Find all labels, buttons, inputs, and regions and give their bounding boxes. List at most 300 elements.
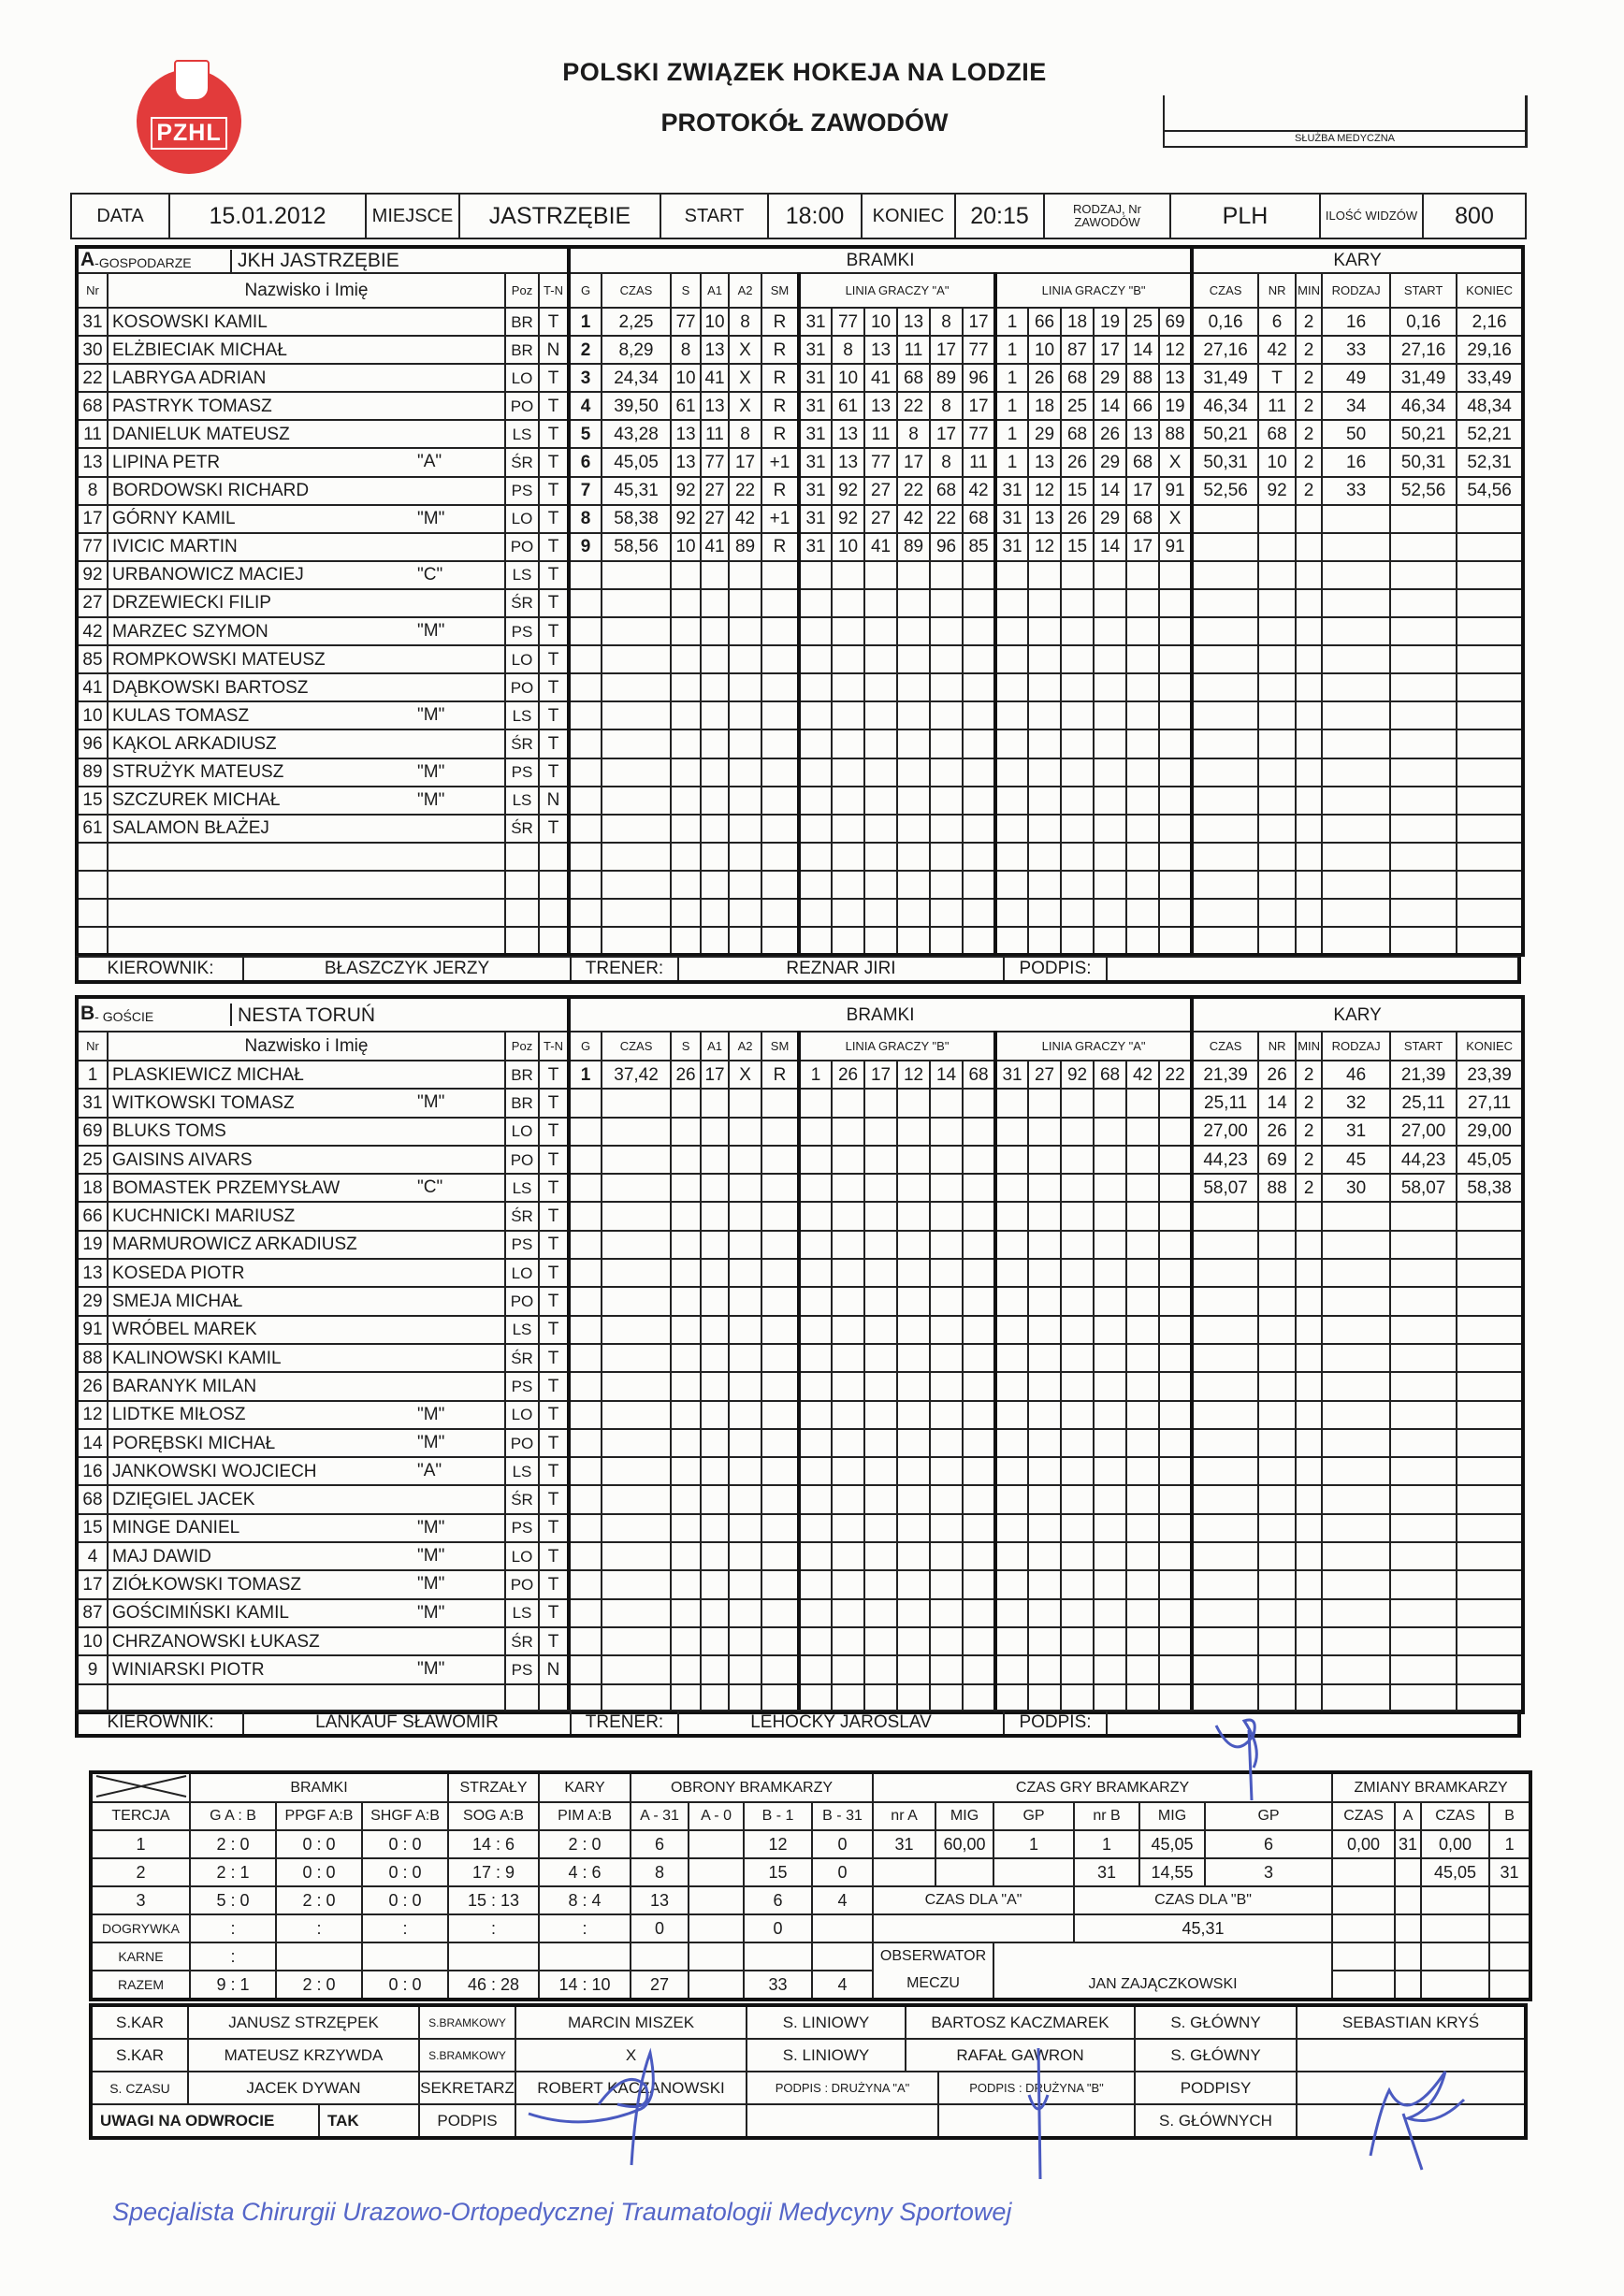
goal-g: 7 bbox=[569, 477, 602, 505]
observer-label-line2: MECZU bbox=[906, 1975, 960, 1991]
goal-line1-player bbox=[832, 1231, 864, 1259]
team-label bbox=[79, 250, 567, 272]
goal-czas bbox=[602, 617, 671, 645]
penalty-czas: 52,56 bbox=[1192, 477, 1258, 505]
col-pen-rodzaj: RODZAJ bbox=[1322, 273, 1390, 308]
goal-sm bbox=[761, 1089, 799, 1117]
goalie-change-value bbox=[1421, 1971, 1489, 2000]
goal-czas bbox=[602, 1429, 671, 1457]
goal-line1-player bbox=[799, 871, 832, 899]
goalie-change-value bbox=[1395, 1886, 1421, 1914]
penalty-koniec bbox=[1457, 1316, 1523, 1344]
start-time: 18:00 bbox=[768, 194, 862, 238]
goal-line2-player bbox=[1028, 1174, 1061, 1202]
penalty-min: 2 bbox=[1296, 477, 1322, 505]
goal-czas bbox=[602, 787, 671, 815]
goal-line2-player: 42 bbox=[1126, 1061, 1159, 1089]
goal-g: 6 bbox=[569, 448, 602, 476]
penalty-koniec bbox=[1457, 561, 1523, 589]
goal-line1-player: 26 bbox=[832, 1061, 864, 1089]
goal-line1-player bbox=[897, 1599, 930, 1627]
summary-table bbox=[89, 1770, 1532, 2001]
goal-sm bbox=[761, 758, 799, 787]
goal-line2-player bbox=[1028, 729, 1061, 758]
player-position: LS bbox=[505, 1316, 539, 1344]
goal-line1-player bbox=[930, 1259, 963, 1287]
goal-line2-player bbox=[1028, 1429, 1061, 1457]
goal-line2-player bbox=[1159, 1485, 1192, 1513]
col-name: Nazwisko i Imię bbox=[108, 1032, 505, 1061]
penalty-min bbox=[1296, 1259, 1322, 1287]
goal-sm bbox=[761, 1514, 799, 1542]
goal-a2 bbox=[729, 1599, 761, 1627]
goal-line2-player: 18 bbox=[1028, 392, 1061, 420]
goal-line2-player bbox=[1061, 1372, 1094, 1400]
team-name: NESTA TORUŃ bbox=[238, 1004, 376, 1026]
goal-sm bbox=[761, 1570, 799, 1598]
goal-line1-player bbox=[963, 1485, 995, 1513]
official-role: S.BRAMKOWY bbox=[420, 2007, 516, 2038]
penalty-koniec bbox=[1457, 729, 1523, 758]
goal-line1-player bbox=[799, 1231, 832, 1259]
goal-czas bbox=[602, 1344, 671, 1372]
summary-col: B bbox=[1489, 1802, 1530, 1830]
penalty-rodzaj bbox=[1322, 589, 1390, 617]
goal-line1-player: 11 bbox=[864, 420, 897, 448]
goal-s: 92 bbox=[671, 505, 701, 533]
goal-czas: 45,31 bbox=[602, 477, 671, 505]
penalty-nr bbox=[1258, 1542, 1296, 1570]
goal-line2-player: 12 bbox=[1028, 477, 1061, 505]
goal-line1-player bbox=[963, 1542, 995, 1570]
goal-a2: X bbox=[729, 336, 761, 364]
goal-czas: 37,42 bbox=[602, 1061, 671, 1089]
goal-g: 8 bbox=[569, 505, 602, 533]
end-label: KONIEC bbox=[862, 194, 955, 238]
goal-line2-player bbox=[1159, 673, 1192, 701]
goal-line1-player bbox=[864, 1344, 897, 1372]
player-status: T bbox=[539, 758, 569, 787]
penalty-czas bbox=[1192, 1485, 1258, 1513]
goal-g bbox=[569, 1287, 602, 1315]
player-row bbox=[77, 617, 1523, 645]
goal-a1 bbox=[701, 1627, 729, 1655]
player-name-cell bbox=[108, 1202, 505, 1230]
goal-line2-player bbox=[1061, 645, 1094, 673]
goal-line1-player bbox=[897, 1259, 930, 1287]
goal-line2-player bbox=[1094, 1627, 1126, 1655]
goal-a2 bbox=[729, 815, 761, 843]
player-position: LO bbox=[505, 1542, 539, 1570]
goal-line1-player: 77 bbox=[963, 336, 995, 364]
goal-a1 bbox=[701, 1344, 729, 1372]
goal-line1-player bbox=[963, 927, 995, 955]
goal-sm bbox=[761, 1372, 799, 1400]
goal-line2-player bbox=[1094, 1344, 1126, 1372]
goal-line2-player bbox=[1159, 1627, 1192, 1655]
goal-line1-player bbox=[897, 1542, 930, 1570]
goal-line2-player bbox=[1094, 1174, 1126, 1202]
penalty-rodzaj bbox=[1322, 505, 1390, 533]
player-name-cell bbox=[108, 1089, 505, 1117]
goal-g bbox=[569, 1174, 602, 1202]
player-role-mark: "M" bbox=[417, 705, 445, 726]
goal-line2-player bbox=[1126, 1599, 1159, 1627]
player-number: 9 bbox=[77, 1655, 108, 1683]
player-name-cell bbox=[108, 645, 505, 673]
goal-line1-player bbox=[832, 843, 864, 871]
goal-line2-player bbox=[995, 815, 1028, 843]
goal-line1-player bbox=[864, 1146, 897, 1174]
goal-line2-player bbox=[1126, 1485, 1159, 1513]
goal-line2-player bbox=[1028, 1231, 1061, 1259]
goal-line2-player bbox=[995, 1542, 1028, 1570]
goal-line2-player bbox=[1028, 589, 1061, 617]
penalty-start bbox=[1390, 899, 1457, 927]
player-number: 85 bbox=[77, 645, 108, 673]
goal-line1-player bbox=[832, 1542, 864, 1570]
goal-line2-player bbox=[1061, 617, 1094, 645]
penalty-nr bbox=[1258, 1429, 1296, 1457]
goal-line2-player: 66 bbox=[1126, 392, 1159, 420]
player-number: 96 bbox=[77, 729, 108, 758]
summary-value: 2 : 0 bbox=[276, 1971, 362, 2000]
goal-a1 bbox=[701, 673, 729, 701]
player-name: PLASKIEWICZ MICHAŁ bbox=[112, 1064, 304, 1085]
player-name: LIDTKE MIŁOSZ bbox=[112, 1405, 246, 1425]
goal-line1-player bbox=[930, 758, 963, 787]
penalty-min bbox=[1296, 589, 1322, 617]
player-status: T bbox=[539, 448, 569, 476]
goal-line2-player: 15 bbox=[1061, 533, 1094, 561]
goal-s bbox=[671, 1542, 701, 1570]
goal-line1-player bbox=[864, 1599, 897, 1627]
player-name-cell bbox=[108, 1316, 505, 1344]
goal-line1-player: 68 bbox=[963, 1061, 995, 1089]
penalty-min bbox=[1296, 1514, 1322, 1542]
player-row bbox=[77, 477, 1523, 505]
goal-line2-player bbox=[995, 1457, 1028, 1485]
penalty-nr bbox=[1258, 1231, 1296, 1259]
goal-line1-player bbox=[897, 758, 930, 787]
goal-line1-player bbox=[963, 645, 995, 673]
goal-line1-player bbox=[930, 787, 963, 815]
player-position: PS bbox=[505, 617, 539, 645]
penalty-min bbox=[1296, 1542, 1322, 1570]
summary-value: 0 bbox=[744, 1914, 812, 1942]
goal-line1-player: 10 bbox=[832, 533, 864, 561]
player-row bbox=[77, 1627, 1523, 1655]
goal-line1-player: 68 bbox=[963, 505, 995, 533]
goal-a1: 77 bbox=[701, 448, 729, 476]
goal-line1-player bbox=[799, 1570, 832, 1598]
penalty-nr bbox=[1258, 729, 1296, 758]
goal-s bbox=[671, 1457, 701, 1485]
player-position: ŚR bbox=[505, 1627, 539, 1655]
penalty-nr: 69 bbox=[1258, 1146, 1296, 1174]
summary-value bbox=[276, 1942, 362, 1971]
team-side-label: -GOSPODARZE bbox=[94, 254, 192, 270]
penalty-nr bbox=[1258, 1457, 1296, 1485]
player-role-mark: "M" bbox=[417, 761, 445, 782]
col-goal-s: S bbox=[671, 273, 701, 308]
penalty-min bbox=[1296, 758, 1322, 787]
goal-line2-player bbox=[1094, 1514, 1126, 1542]
period-label: 2 bbox=[91, 1858, 190, 1886]
goal-czas bbox=[602, 561, 671, 589]
goal-line2-player bbox=[1061, 1202, 1094, 1230]
goal-line1-player bbox=[832, 1457, 864, 1485]
goal-line1-player bbox=[963, 871, 995, 899]
player-name-cell bbox=[108, 815, 505, 843]
summary-col: B - 31 bbox=[812, 1802, 873, 1830]
team-letter: B bbox=[80, 1003, 95, 1024]
goal-line1-player bbox=[930, 1627, 963, 1655]
goal-line1-player: 85 bbox=[963, 533, 995, 561]
goal-line2-player: 17 bbox=[1126, 477, 1159, 505]
period-label: 3 bbox=[91, 1886, 190, 1914]
player-status: T bbox=[539, 1146, 569, 1174]
coach-name: LEHOCKY JAROSLAV bbox=[679, 1711, 1005, 1734]
player-number: 15 bbox=[77, 787, 108, 815]
player-role-mark: "M" bbox=[417, 1404, 445, 1424]
summary-value bbox=[448, 1942, 539, 1971]
penalty-rodzaj bbox=[1322, 1202, 1390, 1230]
goal-line1-player bbox=[799, 758, 832, 787]
goal-a1: 41 bbox=[701, 533, 729, 561]
player-name: KUCHNICKI MARIUSZ bbox=[112, 1206, 296, 1227]
goal-line1-player bbox=[897, 1287, 930, 1315]
goal-line1-player bbox=[799, 1514, 832, 1542]
player-name: DANIELUK MATEUSZ bbox=[112, 424, 290, 444]
col-pen-koniec: KONIEC bbox=[1457, 1032, 1523, 1061]
summary-value: : bbox=[190, 1914, 276, 1942]
goal-line1-player: 41 bbox=[864, 533, 897, 561]
goal-a2 bbox=[729, 1231, 761, 1259]
goal-czas bbox=[602, 899, 671, 927]
player-status: T bbox=[539, 561, 569, 589]
goal-line2-player bbox=[1028, 1146, 1061, 1174]
player-position: ŚR bbox=[505, 729, 539, 758]
goal-s bbox=[671, 843, 701, 871]
goal-line2-player: 69 bbox=[1159, 308, 1192, 336]
goal-line1-player bbox=[963, 843, 995, 871]
player-row bbox=[77, 533, 1523, 561]
penalty-koniec bbox=[1457, 843, 1523, 871]
penalty-nr bbox=[1258, 927, 1296, 955]
penalty-koniec bbox=[1457, 871, 1523, 899]
goal-line2-player: 25 bbox=[1126, 308, 1159, 336]
penalty-koniec bbox=[1457, 927, 1523, 955]
penalty-koniec bbox=[1457, 589, 1523, 617]
signature-label: PODPIS: bbox=[1005, 1711, 1108, 1734]
summary-value: 4 bbox=[812, 1971, 873, 2000]
goal-sm bbox=[761, 1118, 799, 1146]
goal-line1-player bbox=[864, 1684, 897, 1712]
goal-line2-player bbox=[1061, 1457, 1094, 1485]
goal-line1-player bbox=[799, 729, 832, 758]
player-position: BR bbox=[505, 1089, 539, 1117]
goal-line2-player bbox=[1126, 1287, 1159, 1315]
goal-line2-player bbox=[1159, 1259, 1192, 1287]
player-status bbox=[539, 927, 569, 955]
summary-value: 0 bbox=[812, 1830, 873, 1858]
col-line-2: LINIA GRACZY "A" bbox=[995, 1032, 1192, 1061]
goal-line2-player bbox=[1159, 1542, 1192, 1570]
goalie-change-value bbox=[1489, 1971, 1530, 2000]
goal-a1 bbox=[701, 1259, 729, 1287]
player-row bbox=[77, 420, 1523, 448]
penalty-start bbox=[1390, 1684, 1457, 1712]
penalty-rodzaj bbox=[1322, 1542, 1390, 1570]
summary-value: 6 bbox=[631, 1830, 689, 1858]
goal-g bbox=[569, 1118, 602, 1146]
player-name: URBANOWICZ MACIEJ bbox=[112, 565, 304, 585]
player-number: 11 bbox=[77, 420, 108, 448]
goal-line2-player bbox=[1094, 787, 1126, 815]
penalty-start: 25,11 bbox=[1390, 1089, 1457, 1117]
penalty-rodzaj bbox=[1322, 815, 1390, 843]
goal-sm: R bbox=[761, 336, 799, 364]
summary-col: MIG bbox=[1139, 1802, 1205, 1830]
goal-line1-player bbox=[799, 1146, 832, 1174]
summary-value: 12 bbox=[744, 1830, 812, 1858]
goal-line2-player bbox=[1094, 1485, 1126, 1513]
penalty-start: 50,21 bbox=[1390, 420, 1457, 448]
player-row bbox=[77, 701, 1523, 729]
match-type: PLH bbox=[1170, 194, 1320, 238]
penalty-nr: 42 bbox=[1258, 336, 1296, 364]
document-title: PROTOKÓŁ ZAWODÓW bbox=[660, 108, 949, 137]
player-status: T bbox=[539, 1061, 569, 1089]
goal-line1-player: 22 bbox=[897, 392, 930, 420]
penalty-rodzaj bbox=[1322, 729, 1390, 758]
goal-line2-player bbox=[1159, 1514, 1192, 1542]
penalty-czas: 0,16 bbox=[1192, 308, 1258, 336]
penalty-koniec bbox=[1457, 533, 1523, 561]
player-role-mark: "M" bbox=[417, 1659, 445, 1680]
penalty-min bbox=[1296, 701, 1322, 729]
goal-line1-player bbox=[799, 1344, 832, 1372]
player-name-cell bbox=[108, 589, 505, 617]
goal-line1-player: 8 bbox=[930, 392, 963, 420]
goalie-change-value: 45,05 bbox=[1421, 1858, 1489, 1886]
penalty-czas: 46,34 bbox=[1192, 392, 1258, 420]
goal-s bbox=[671, 1259, 701, 1287]
goalie-time-value: 60,00 bbox=[935, 1830, 993, 1858]
goal-s bbox=[671, 815, 701, 843]
goal-czas bbox=[602, 1570, 671, 1598]
summary-value: 0 : 0 bbox=[276, 1858, 362, 1886]
goal-line1-player: 31 bbox=[799, 336, 832, 364]
goal-line1-player bbox=[864, 1287, 897, 1315]
goal-line1-player: 77 bbox=[963, 420, 995, 448]
goalie-change-value bbox=[1395, 1858, 1421, 1886]
goal-line2-player bbox=[995, 1372, 1028, 1400]
goal-s: 61 bbox=[671, 392, 701, 420]
player-name-cell bbox=[108, 899, 505, 927]
penalty-min bbox=[1296, 673, 1322, 701]
player-name-cell bbox=[108, 1401, 505, 1429]
player-number: 89 bbox=[77, 758, 108, 787]
goal-sm: R bbox=[761, 533, 799, 561]
goal-line1-player bbox=[897, 1429, 930, 1457]
goal-s bbox=[671, 1627, 701, 1655]
summary-value: : bbox=[539, 1914, 631, 1942]
goal-line2-player bbox=[1094, 1599, 1126, 1627]
group-penalties: KARY bbox=[539, 1772, 631, 1802]
goal-line1-player bbox=[832, 1627, 864, 1655]
goal-line1-player bbox=[930, 729, 963, 758]
player-number: 14 bbox=[77, 1429, 108, 1457]
signature-field bbox=[1108, 958, 1517, 980]
penalty-min bbox=[1296, 815, 1322, 843]
player-name-cell bbox=[108, 364, 505, 392]
medical-service-box bbox=[1163, 95, 1528, 148]
penalty-rodzaj bbox=[1322, 617, 1390, 645]
penalty-start bbox=[1390, 1372, 1457, 1400]
goal-line2-player bbox=[1028, 1485, 1061, 1513]
summary-value: 8 : 4 bbox=[539, 1886, 631, 1914]
goal-a2: X bbox=[729, 364, 761, 392]
goal-line1-player bbox=[799, 1485, 832, 1513]
goal-g bbox=[569, 787, 602, 815]
player-name-cell bbox=[108, 1684, 505, 1712]
goal-line1-player bbox=[963, 1146, 995, 1174]
goal-sm bbox=[761, 927, 799, 955]
goal-a2 bbox=[729, 589, 761, 617]
summary-value bbox=[812, 1942, 873, 1971]
goal-line1-player bbox=[930, 927, 963, 955]
goal-sm bbox=[761, 1599, 799, 1627]
goal-a1 bbox=[701, 843, 729, 871]
goal-a1 bbox=[701, 1202, 729, 1230]
player-name-cell bbox=[108, 673, 505, 701]
penalty-nr bbox=[1258, 1401, 1296, 1429]
goal-line1-player bbox=[930, 589, 963, 617]
official-role: S. LINIOWY bbox=[747, 2007, 906, 2038]
player-name-cell bbox=[108, 1599, 505, 1627]
penalty-czas bbox=[1192, 645, 1258, 673]
player-name: PORĘBSKI MICHAŁ bbox=[112, 1433, 276, 1453]
goal-czas: 43,28 bbox=[602, 420, 671, 448]
player-name-cell bbox=[108, 1231, 505, 1259]
goalie-change-value: 1 bbox=[1489, 1830, 1530, 1858]
penalty-koniec: 45,05 bbox=[1457, 1146, 1523, 1174]
match-place: JASTRZĘBIE bbox=[459, 194, 660, 238]
col-pen-start: START bbox=[1390, 1032, 1457, 1061]
penalty-nr bbox=[1258, 1627, 1296, 1655]
goal-line1-player bbox=[864, 1174, 897, 1202]
goal-a2 bbox=[729, 1344, 761, 1372]
goal-line2-player bbox=[995, 1599, 1028, 1627]
goal-a1 bbox=[701, 729, 729, 758]
period-label: KARNE bbox=[91, 1942, 190, 1971]
goal-line2-player bbox=[1126, 729, 1159, 758]
summary-value: 17 : 9 bbox=[448, 1858, 539, 1886]
goal-line1-player bbox=[799, 1174, 832, 1202]
penalty-min bbox=[1296, 1627, 1322, 1655]
player-name-cell bbox=[108, 336, 505, 364]
player-row bbox=[77, 364, 1523, 392]
goal-sm bbox=[761, 1401, 799, 1429]
goal-line2-player bbox=[1126, 758, 1159, 787]
goal-line2-player: 13 bbox=[1159, 364, 1192, 392]
penalty-rodzaj bbox=[1322, 1684, 1390, 1712]
goal-line2-player bbox=[1126, 1429, 1159, 1457]
player-status: T bbox=[539, 729, 569, 758]
penalty-nr bbox=[1258, 1316, 1296, 1344]
